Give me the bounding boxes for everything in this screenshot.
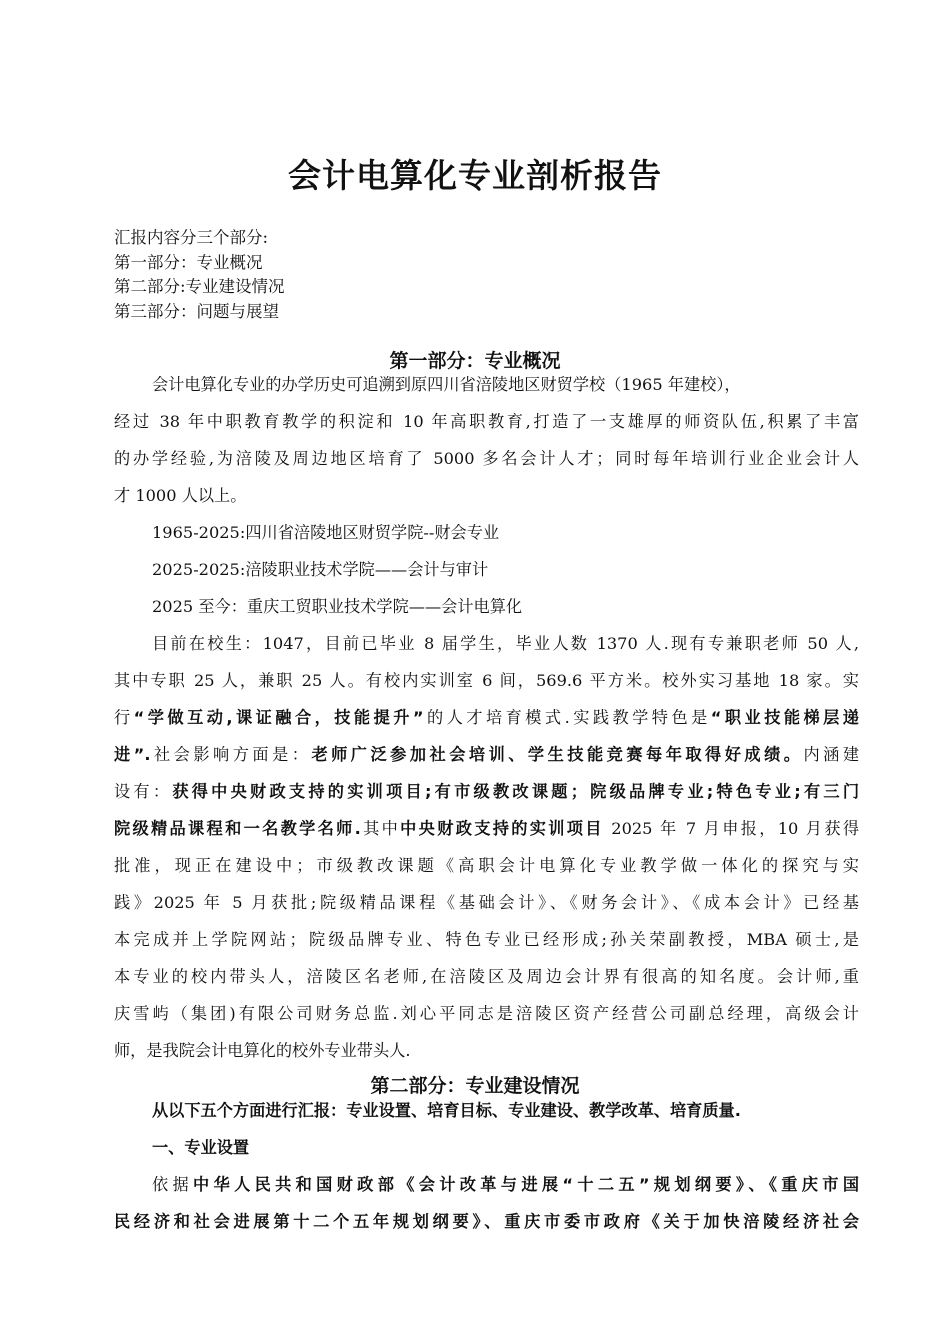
text-run: 其中 xyxy=(360,819,401,838)
paragraph-line: 本专业的校内带头人，涪陵区名老师,在涪陵区及周边会计界有很高的知名度。会计师,重 xyxy=(114,967,859,986)
paragraph-line: 庆雪屿（集团)有限公司财务总监.刘心平同志是涪陵区资产经营公司副总经理，高级会计 xyxy=(114,1004,859,1023)
part1-body xyxy=(114,366,859,1069)
bold-run: 从以下五个方面进行汇报：专业设置、培育目标、专业建设、教学改革、培育质量. xyxy=(152,1101,741,1120)
subsection-heading xyxy=(114,1129,859,1166)
paragraph-line: 的办学经验,为涪陵及周边地区培育了 5000 多名会计人才；同时每年培训行业企业会计人 xyxy=(114,449,859,468)
text-run: 设有： xyxy=(114,782,173,801)
paragraph-line xyxy=(114,773,859,810)
text-run: 内涵建 xyxy=(803,745,860,764)
paragraph-line: 本完成并上学院网站；院级品牌专业、特色专业已经形成;孙关荣副教授，MBA 硕士,是 xyxy=(114,930,859,949)
bold-run: 中华人民共和国财政部《会计改革与进展“十二五”规划纲要》、《重庆市国 xyxy=(193,1175,860,1194)
paragraph-line: 其中专职 25 人，兼职 25 人。有校内实训室 6 间，569.6 平方米。校外实习基地 18 家。实 xyxy=(114,671,859,690)
bold-run: 老师广泛参加社会培训、学生技能竞赛每年取得好成绩。 xyxy=(311,745,804,764)
bold-run: 民经济和社会进展第十二个五年规划纲要》、重庆市委市政府《关于加快涪陵经济社会 xyxy=(114,1212,859,1231)
history-item: 2025-2025:涪陵职业技术学院——会计与审计 xyxy=(152,560,489,579)
document-title: 会计电算化专业剖析报告 xyxy=(288,156,662,195)
paragraph-line xyxy=(114,810,859,847)
paragraph-line xyxy=(114,1203,859,1240)
report-outline xyxy=(114,226,285,324)
history-item: 1965-2025:四川省涪陵地区财贸学院--财会专业 xyxy=(152,523,500,542)
bold-run: 进”. xyxy=(114,745,151,764)
paragraph-line: 批准，现正在建设中；市级教改课题《高职会计电算化专业教学做一体化的探究与实 xyxy=(114,856,859,875)
outline-item-part3: 第三部分：问题与展望 xyxy=(114,301,279,321)
text-run: 行 xyxy=(114,708,134,727)
paragraph-line: 会计电算化专业的办学历史可追溯到原四川省涪陵地区财贸学校（1965 年建校）， xyxy=(152,375,741,394)
paragraph-line: 经过 38 年中职教育教学的积淀和 10 年高职教育,打造了一支雄厚的师资队伍,积累了丰富 xyxy=(114,412,859,431)
part2-intro xyxy=(114,1092,859,1129)
bold-run: 获得中央财政支持的实训项目;有市级教改课题；院级品牌专业;特色专业;有三门 xyxy=(172,782,860,801)
bold-run: “职业技能梯层递 xyxy=(710,708,859,727)
bold-run: “学做互动,课证融合，技能提升” xyxy=(133,708,424,727)
history-item: 2025 至今：重庆工贸职业技术学院——会计电算化 xyxy=(152,597,523,616)
part1-heading: 第一部分：专业概况 xyxy=(389,350,561,372)
paragraph-line xyxy=(114,699,859,736)
bold-run: 中央财政支持的实训项目 xyxy=(400,819,604,838)
part2-heading: 第二部分：专业建设情况 xyxy=(370,1075,580,1097)
part2-body xyxy=(114,1092,859,1240)
paragraph-line: 师，是我院会计电算化的校外专业带头人. xyxy=(114,1041,411,1060)
paragraph-line: 才 1000 人以上。 xyxy=(114,486,247,505)
outline-item-part2: 第二部分:专业建设情况 xyxy=(114,277,285,296)
paragraph-line: 目前在校生：1047，目前已毕业 8 届学生，毕业人数 1370 人.现有专兼职老师 50 人, xyxy=(152,634,859,653)
paragraph-line: 践》2025 年 5 月获批;院级精品课程《基础会计》、《财务会计》、《成本会计》已经基 xyxy=(114,893,859,912)
paragraph-line xyxy=(114,736,859,773)
text-run: 社会影响方面是： xyxy=(150,745,312,764)
paragraph-line xyxy=(114,1166,859,1203)
bold-run: 院级精品课程和一名教学名师. xyxy=(114,819,361,838)
outline-item-part1: 第一部分：专业概况 xyxy=(114,252,263,272)
text-run: 依据 xyxy=(152,1175,194,1194)
text-run: 2025 年 7 月申报，10 月获得 xyxy=(603,819,860,838)
text-run: 的人才培育模式.实践教学特色是 xyxy=(423,708,711,727)
bold-run: 一、专业设置 xyxy=(152,1138,250,1157)
outline-intro: 汇报内容分三个部分: xyxy=(114,228,269,247)
